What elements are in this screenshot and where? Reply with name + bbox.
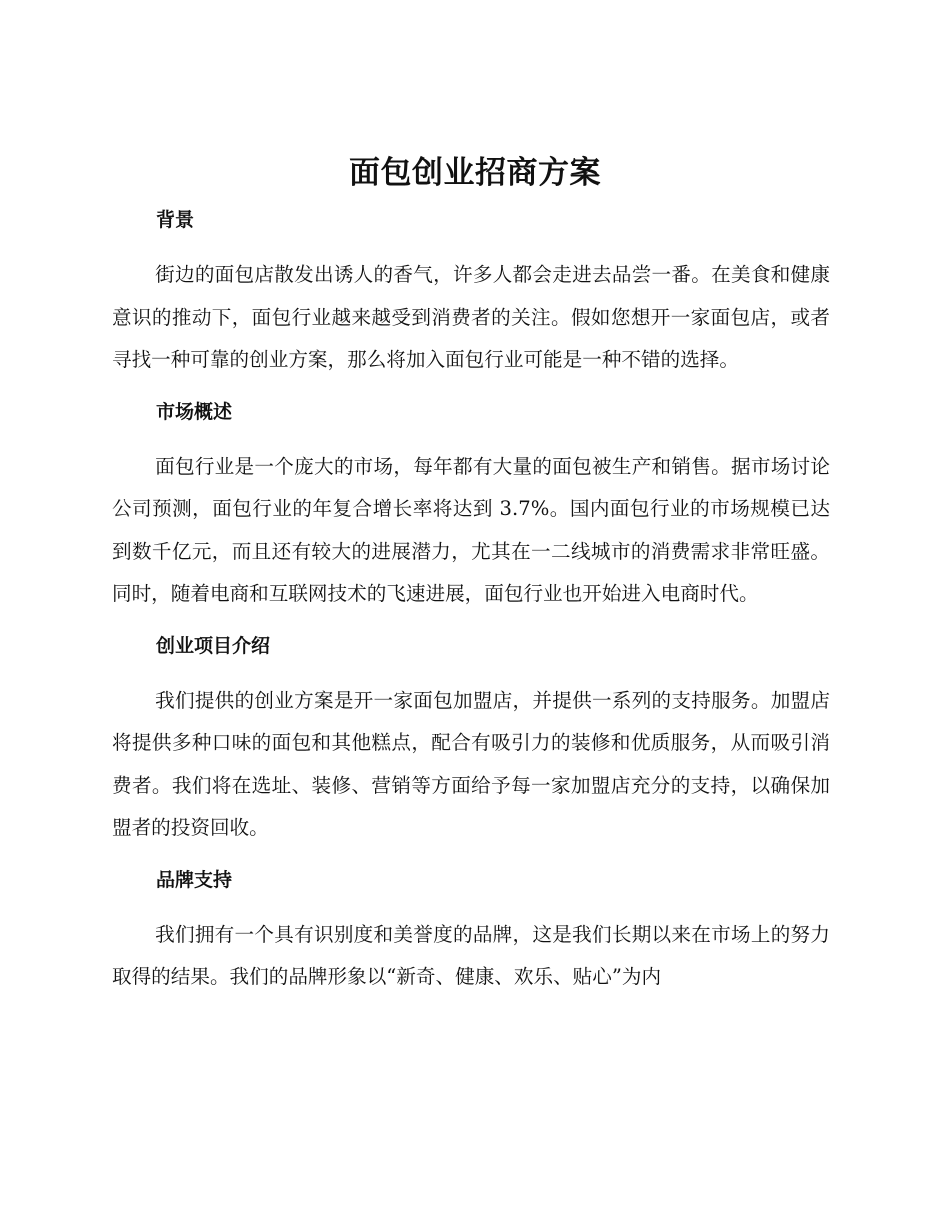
section-paragraph: 我们拥有一个具有识别度和美誉度的品牌，这是我们长期以来在市场上的努力取得的结果。我们的品牌形象以“新奇、健康、欢乐、贴心”为内 bbox=[112, 922, 830, 988]
section-heading: 市场概述 bbox=[156, 400, 233, 423]
document-title: 面包创业招商方案 bbox=[349, 155, 601, 191]
section-market-overview bbox=[112, 392, 830, 616]
section-heading: 背景 bbox=[156, 209, 195, 231]
section-paragraph: 我们提供的创业方案是开一家面包加盟店，并提供一系列的支持服务。加盟店将提供多种口味的面包和其他糕点，配合有吸引力的装修和优质服务，从而吸引消费者。我们将在选址、装修、营销等方面给予每一家加盟店充分的支持，以确保加盟者的投资回收。 bbox=[112, 688, 830, 839]
section-project-intro bbox=[112, 626, 830, 850]
section-brand-support bbox=[112, 860, 830, 999]
section-paragraph: 面包行业是一个庞大的市场，每年都有大量的面包被生产和销售。据市场讨论公司预测，面包行业的年复合增长率将达到 3.7%。国内面包行业的市场规模已达到数千亿元，而且还有较大的进展潜力，尤其在一二线城市的消费需求非常旺盛。同时，随着电商和互联网技术的飞速进展，面包行业也开始进入电商时代。 bbox=[112, 454, 830, 605]
section-heading: 品牌支持 bbox=[156, 868, 233, 891]
document-body bbox=[112, 200, 830, 1009]
section-paragraph: 街边的面包店散发出诱人的香气，许多人都会走进去品尝一番。在美食和健康意识的推动下，面包行业越来越受到消费者的关注。假如您想开一家面包店，或者寻找一种可靠的创业方案，那么将加入面包行业可能是一种不错的选择。 bbox=[112, 263, 830, 371]
section-background bbox=[112, 200, 830, 382]
section-heading: 创业项目介绍 bbox=[156, 634, 271, 657]
